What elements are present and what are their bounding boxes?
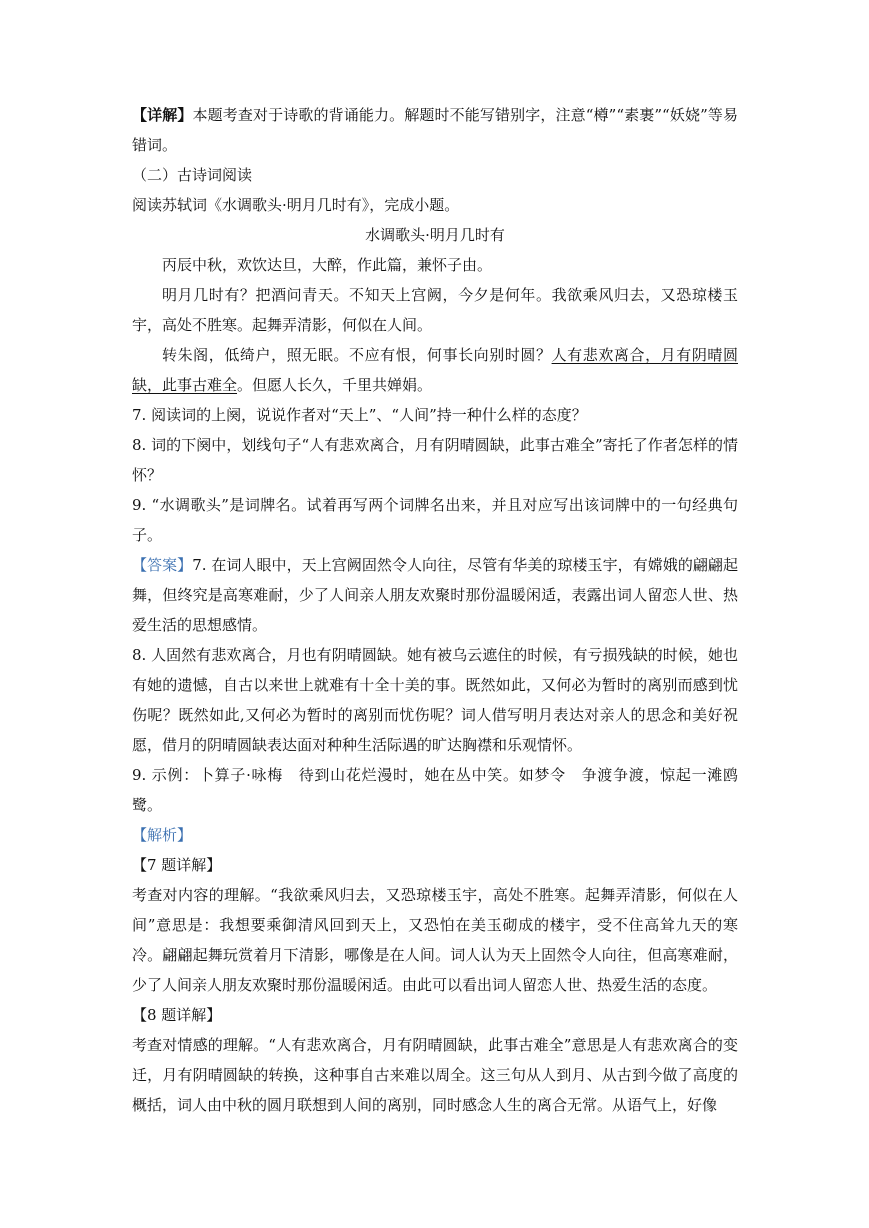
detail-tag: 【详解】 [132,106,193,124]
detail-intro [132,100,738,160]
answer-8: 8. 人固然有悲欢离合，月也有阴晴圆缺。她有被乌云遮住的时候，有亏损残缺的时候，她也有她的遗憾，自古以来世上就难有十全十美的事。既然如此，又何必为暂时的离别而感到忧伤呢？既然如此,又何必为暂时的离别而忧伤呢？词人借写明月表达对亲人的思念和美好祝愿，借月的阴晴圆缺表达面对种种生活际遇的旷达胸襟和乐观情怀。 [132,646,738,754]
detail-8-title: 【8 题详解】 [132,1006,222,1024]
document-page [132,100,738,1120]
instruction: 阅读苏轼词《水调歌头·明月几时有》，完成小题。 [132,196,460,214]
stanza-2-before: 转朱阁，低绮户，照无眠。不应有恨，何事长向别时圆？ [162,346,552,364]
poem-stanza-2 [132,340,738,400]
detail-8-text: 考查对情感的理解。“人有悲欢离合，月有阴晴圆缺，此事古难全”意思是人有悲欢离合的变迁，月有阴晴圆缺的转换，这种事自古来难以周全。这三句从人到月、从古到今做了高度的概括，词人由中秋的圆月联想到人间的离别，同时感念人生的离合无常。从语气上，好像 [132,1036,738,1114]
answer-9: 9. 示例：卜算子·咏梅 待到山花烂漫时，她在丛中笑。如梦令 争渡争渡，惊起一滩鸥鹭。 [132,766,738,814]
question-9: 9. “水调歌头”是词牌名。试着再写两个词牌名出来，并且对应写出该词牌中的一句经典句子。 [132,496,738,544]
question-7: 7. 阅读词的上阕，说说作者对“天上”、“人间”持一种什么样的态度？ [132,406,587,424]
section-title: （二）古诗词阅读 [132,166,253,184]
question-8: 8. 词的下阕中，划线句子“人有悲欢离合，月有阴晴圆缺，此事古难全”寄托了作者怎样的情怀？ [132,436,738,484]
poem-preface: 丙辰中秋，欢饮达旦，大醉，作此篇，兼怀子由。 [162,256,493,274]
stanza-2-after: 。但愿人长久，千里共婵娟。 [237,376,433,394]
poem-title: 水调歌头·明月几时有 [365,226,505,244]
analysis-tag: 【解析】 [132,826,193,844]
answer-tag: 【答案】 [132,556,193,574]
answer-7-text: 7. 在词人眼中，天上宫阙固然令人向往，尽管有华美的琼楼玉宇，有嫦娥的翩翩起舞，但终究是高寒难耐，少了人间亲人朋友欢聚时那份温暖闲适，表露出词人留恋人世、热爱生活的思想感情。 [132,556,738,634]
underlined-sentence: 人有悲欢离合，月有阴晴圆缺，此事古难全 [132,346,738,394]
detail-7-title: 【7 题详解】 [132,856,222,874]
answer-7 [132,550,738,640]
poem-stanza-1: 明月几时有？把酒问青天。不知天上宫阙，今夕是何年。我欲乘风归去，又恐琼楼玉宇，高处不胜寒。起舞弄清影，何似在人间。 [132,286,738,334]
detail-intro-text: 本题考查对于诗歌的背诵能力。解题时不能写错别字，注意“樽”“素裹”“妖娆”等易错词。 [132,106,738,154]
detail-7-text: 考查对内容的理解。“我欲乘风归去，又恐琼楼玉宇，高处不胜寒。起舞弄清影，何似在人间”意思是：我想要乘御清风回到天上，又恐怕在美玉砌成的楼宇，受不住高耸九天的寒冷。翩翩起舞玩赏着月下清影，哪像是在人间。词人认为天上固然令人向往，但高寒难耐，少了人间亲人朋友欢聚时那份温暖闲适。由此可以看出词人留恋人世、热爱生活的态度。 [132,886,738,994]
